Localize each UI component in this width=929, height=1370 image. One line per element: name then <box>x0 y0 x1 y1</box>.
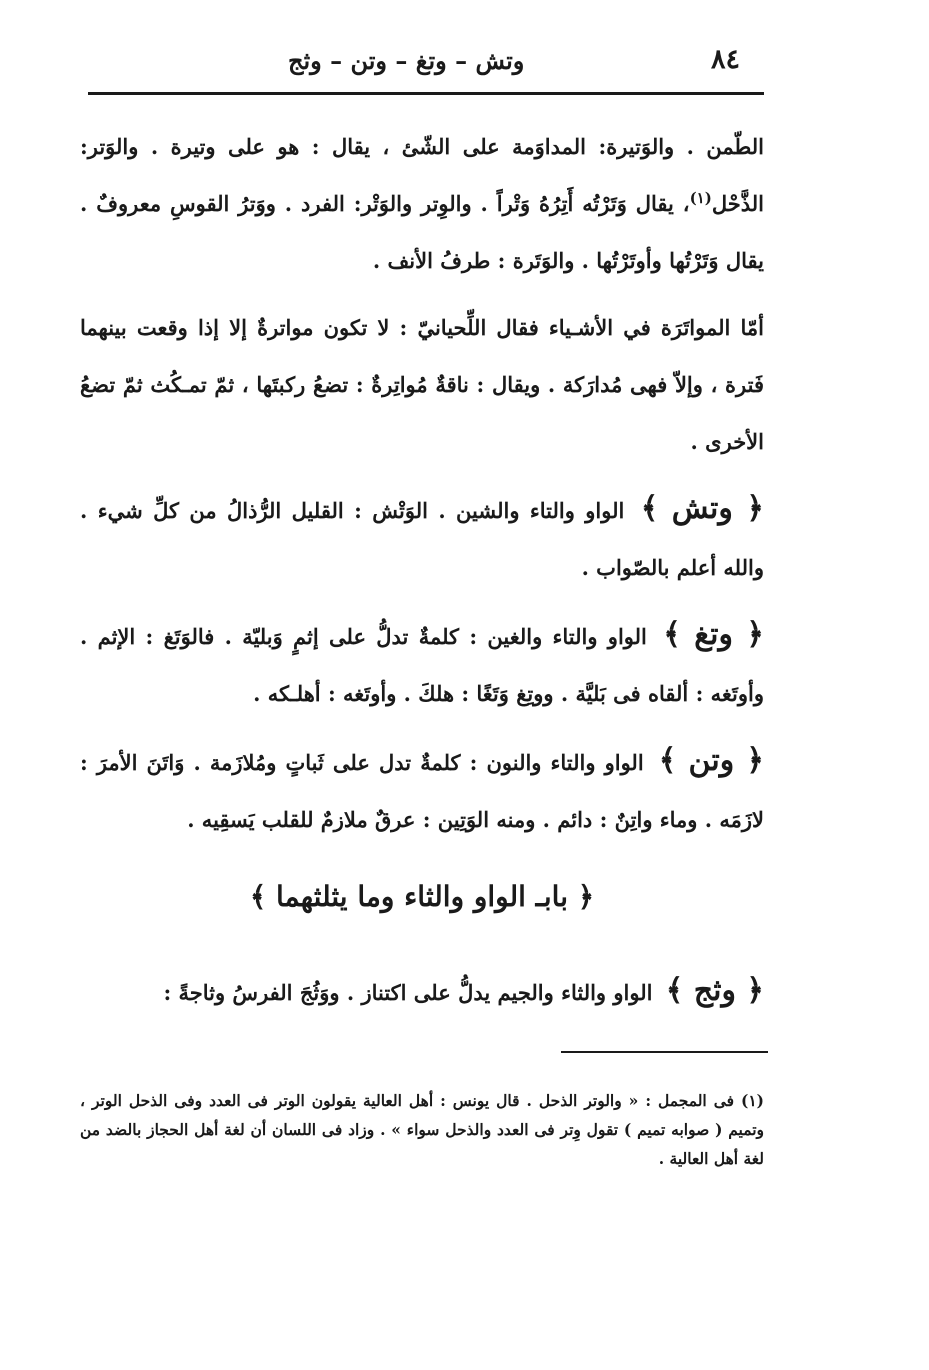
entry-heading-wtgh: ﴿ وتغ ﴾ <box>663 617 765 652</box>
paragraph-watr-continued: ، يقال وَتَرْتُه أَتِرُهُ وَتْراً . والوِتر والوَتْر: الفرد . ووَترُ القوسِ معروفٌ . يقال وَتَرْتُها وأوتَرْتُها . والوَتَرة : طرفُ الأنف . <box>80 191 764 273</box>
entry-wtn <box>80 732 764 848</box>
footnote-text: (١) فى المجمل : « والوتر الذحل . قال يونس : أهل العالية يقولون الوتر فى العدد وفى الذحل الوتر ، وتميم ( صوابه تميم ) تقول وِتر فى العدد والذحل سواء » . وزاد فى اللسان أن لغة أهل الحجاز بالضد من لغة أهل العالية . <box>80 1091 764 1168</box>
paragraph-watr-text: الطّمن . والوَتيرة: المداوَمة على الشّئ ، يقال : هو على وتيرة . والوَتر: الذَّحْل <box>80 134 764 216</box>
entry-heading-wtn: ﴿ وتن ﴾ <box>658 743 765 778</box>
entry-wtsh <box>80 480 764 596</box>
paragraph-watr <box>80 118 764 289</box>
entry-text-wtn: الواو والتاء والنون : كلمةٌ تدل على ثَباتٍ ومُلازَمة . وَاتَنَ الأمرَ : لازَمَه . وماء واتِنٌ : دائم . ومنه الوَتِين : عرقٌ ملازمٌ للقلب يَسقِيه . <box>80 750 764 832</box>
entry-text-wtgh: الواو والتاء والغين : كلمةٌ تدلُّ على إثمٍ وَبليّة . فالوَتَغ : الإثم . وأوتَغه : ألقاه فى بَليَّة . ووتِغ وَتَغًا : هلكَ . وأوتَغه : أهلـكه . <box>80 624 764 706</box>
main-text <box>80 118 764 858</box>
footnote-reference: (١) <box>689 189 712 207</box>
entry-text-wtsh: الواو والتاء والشين . الوَتْش : القليل الرُّذالُ من كلِّ شيء . والله أعلم بالصّواب . <box>80 498 764 580</box>
entry-text-wthj: الواو والثاء والجيم يدلُّ على اكتناز . ووَثُجَ الفرسُ وثاجةً : <box>163 980 653 1005</box>
entry-heading-wtsh: ﴿ وتش ﴾ <box>640 491 764 526</box>
footnote-divider <box>561 1051 768 1053</box>
running-title: وتش – وتغ – وتن – وثج <box>288 46 525 75</box>
page-number: ٨٤ <box>710 44 740 75</box>
entry-wtgh <box>80 606 764 722</box>
paragraph-muwatara: أمّا المواتَرَة في الأشـياء فقال اللِّحيانيّ : لا تكون مواترةٌ إلا إذا وقعت بينهما فَترة ، وإلاّ فهى مُدارَكة . ويقال : ناقةٌ مُواتِرةٌ : تضعُ ركبتَها ، ثمّ تمـكُث ثمّ تضعُ الأخرى . <box>80 315 764 454</box>
chapter-heading: ﴿ بابـ الواو والثاء وما يثلثهما ﴾ <box>249 880 595 913</box>
entry-heading-wthj: ﴿ وثج ﴾ <box>665 973 764 1008</box>
page-header <box>88 40 764 95</box>
entry-wthj <box>80 962 764 1021</box>
